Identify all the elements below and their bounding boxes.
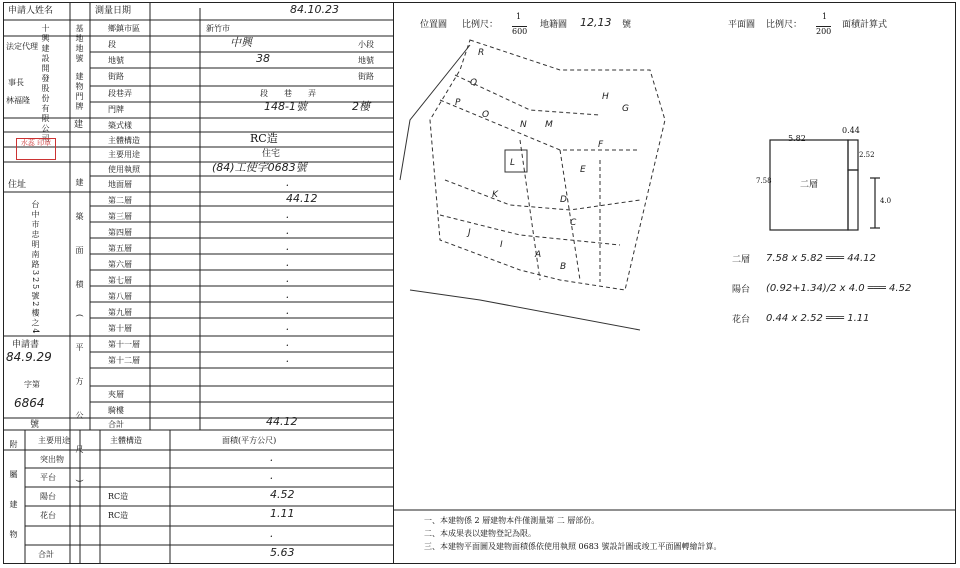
annex-label: 附屬建物 <box>9 440 18 560</box>
floor-area: . <box>286 240 290 253</box>
calc-label: 面積計算式 <box>842 20 888 30</box>
apply-date: 84.9.29 <box>6 350 52 364</box>
area-header: 建築面積(平方公尺) <box>75 178 84 509</box>
floor-name: 第七層 <box>108 276 132 285</box>
floor-area: . <box>286 352 290 365</box>
loc-scale-label: 比例尺： <box>462 20 499 30</box>
parcel-letter: I <box>500 240 503 250</box>
floor-area: 44.12 <box>286 192 318 205</box>
floor-name: 第十一層 <box>108 340 140 349</box>
section-value: 中興 <box>230 36 252 49</box>
applicant-label: 申請人姓名 <box>8 6 54 16</box>
calc-expression: 0.44 x 2.52 ═══ 1.11 <box>766 313 870 324</box>
license-value: (84)工使字0683號 <box>212 161 307 174</box>
plan-scale-label: 比例尺： <box>766 20 803 30</box>
floor-area: . <box>286 256 290 269</box>
parcel-letter: Q <box>470 78 478 88</box>
floor-area: . <box>286 208 290 221</box>
annex-area: 4.52 <box>270 488 295 501</box>
parcel-letter: H <box>602 92 609 102</box>
map-number: 12,13 <box>580 16 612 29</box>
use-row: 主要用途 <box>108 150 140 159</box>
number-label: 門牌 <box>108 105 124 114</box>
loc-title: 位置圖 <box>420 20 448 30</box>
lot-suffix: 地號 <box>358 56 374 65</box>
calc-label: 陽台 <box>732 285 751 295</box>
structure-row: 主體構造 <box>108 136 140 145</box>
annex-area-header: 面積(平方公尺) <box>222 436 277 445</box>
annex-use: 陽台 <box>40 492 56 501</box>
annex-struct: RC造 <box>108 511 129 520</box>
location-label: 基地地號 <box>75 24 84 64</box>
address-label: 住址 <box>8 180 27 190</box>
plan-scale-num: 1 <box>822 12 828 21</box>
dim-right: 2.52 <box>859 151 875 159</box>
floor-area: . <box>286 320 290 333</box>
parcel-letter: L <box>510 158 516 168</box>
company-name: 十興建設開發股份有限公司 <box>41 24 50 144</box>
floor-name: 第三層 <box>108 212 132 221</box>
street-label: 街路 <box>108 72 124 81</box>
parcel-letter: A <box>535 250 542 260</box>
section-label: 段 <box>108 40 116 49</box>
calc-expression: (0.92+1.34)/2 x 4.0 ═══ 4.52 <box>766 283 912 294</box>
survey-date-label: 測量日期 <box>95 6 132 16</box>
agent-label: 法定代理 <box>6 42 38 51</box>
dim-side: 4.0 <box>880 197 892 205</box>
floor-name: 第五層 <box>108 244 132 253</box>
township-label: 鄉鎮市區 <box>108 24 140 33</box>
parcel-letter: C <box>570 218 577 228</box>
annex-total-label: 合計 <box>38 550 54 559</box>
parcel-letter: D <box>560 195 567 205</box>
loc-scale-num: 1 <box>516 12 522 21</box>
parcel-letter: O <box>482 110 490 120</box>
parcel-letter: N <box>520 120 527 130</box>
stamp-seal: 水蕊 印章 <box>16 138 56 160</box>
total-label: 合計 <box>108 420 124 429</box>
char-label: 字第 <box>24 380 40 389</box>
parcel-letter: E <box>580 165 586 175</box>
annex-use: 突出物 <box>40 455 64 464</box>
floor-area: . <box>286 288 290 301</box>
total-value: 44.12 <box>266 415 298 428</box>
floor-area: . <box>286 336 290 349</box>
number-value: 148-1號 <box>264 100 307 113</box>
floor-name: 第九層 <box>108 308 132 317</box>
mezz-label: 夾層 <box>108 390 124 399</box>
township-value: 新竹市 <box>206 24 230 33</box>
floor-name: 第十層 <box>108 324 132 333</box>
annex-total-value: 5.63 <box>270 546 295 559</box>
floor-value: 2樓 <box>352 100 370 113</box>
dim-width: 5.82 <box>788 134 806 143</box>
floor-name: 第四層 <box>108 228 132 237</box>
lane-value: 段 巷 弄 <box>260 89 316 98</box>
annex-area: . <box>270 527 274 540</box>
chairman-name: 林福隆 <box>6 96 30 105</box>
floor-name: 地面層 <box>108 180 132 189</box>
annex-area: . <box>270 451 274 464</box>
lot-value: 38 <box>256 52 270 65</box>
floor-area: . <box>286 224 290 237</box>
annex-use: 平台 <box>40 473 56 482</box>
apply-label: 申請書 <box>12 340 40 350</box>
stair-label: 騎樓 <box>108 406 124 415</box>
plan-floor-label: 二層 <box>800 180 819 190</box>
map-no-suffix: 號 <box>622 20 632 30</box>
floor-name: 第六層 <box>108 260 132 269</box>
door-label: 建物門牌 <box>75 72 84 112</box>
floor-area: . <box>286 272 290 285</box>
parcel-letter: M <box>545 120 553 130</box>
style-row: 築式樣 <box>108 121 132 130</box>
structure-label: 建 <box>74 120 84 130</box>
dim-top: 0.44 <box>842 126 860 135</box>
plan-title: 平面圖 <box>728 20 756 30</box>
annex-use-header: 主要用途 <box>38 436 70 445</box>
floor-name: 第二層 <box>108 196 132 205</box>
floor-area: . <box>286 176 290 189</box>
calc-label: 二層 <box>732 255 751 265</box>
license-row: 使用執照 <box>108 165 140 174</box>
annex-use: 花台 <box>40 511 56 520</box>
parcel-letter: G <box>622 104 629 114</box>
annex-struct-header: 主體構造 <box>110 436 142 445</box>
lane-label: 段巷弄 <box>108 89 132 98</box>
note-line: 二、本成果表以建物登記為限。 <box>424 529 536 538</box>
map-label: 地籍圖 <box>540 20 568 30</box>
loc-scale-den: 600 <box>512 27 528 36</box>
apply-number: 6864 <box>14 396 45 410</box>
dim-height: 7.58 <box>756 177 772 185</box>
calc-expression: 7.58 x 5.82 ═══ 44.12 <box>766 253 876 264</box>
calc-label: 花台 <box>732 315 751 325</box>
floor-name: 第十二層 <box>108 356 140 365</box>
note-line: 三、本建物平面圖及建物面積係依使用執照 0683 號設計圖或竣工平面圖轉繪計算。 <box>424 542 722 551</box>
no-label: 號 <box>30 420 40 430</box>
parcel-letter: F <box>598 140 604 150</box>
parcel-letter: P <box>455 98 461 108</box>
survey-date: 84.10.23 <box>290 3 339 16</box>
use-value: 住宅 <box>262 149 281 159</box>
parcel-letter: B <box>560 262 567 272</box>
parcel-letter: K <box>492 190 498 200</box>
section-suffix: 小段 <box>358 40 374 49</box>
annex-struct: RC造 <box>108 492 129 501</box>
note-line: 一、本建物係 2 層建物本件僅測量第 二 層部份。 <box>424 516 600 525</box>
lot-label: 地號 <box>108 56 124 65</box>
parcel-letter: J <box>468 228 471 238</box>
street-suffix: 街路 <box>358 72 374 81</box>
floor-name: 第八層 <box>108 292 132 301</box>
parcel-letter: R <box>478 48 485 58</box>
structure-value: RC造 <box>250 132 278 145</box>
plan-scale-den: 200 <box>816 27 832 36</box>
chairman-label: 事長 <box>8 78 24 87</box>
annex-area: 1.11 <box>270 507 295 520</box>
annex-area: . <box>270 469 274 482</box>
address-value: 台中市忠明南路325號2樓之4 <box>31 200 40 336</box>
floor-area: . <box>286 304 290 317</box>
